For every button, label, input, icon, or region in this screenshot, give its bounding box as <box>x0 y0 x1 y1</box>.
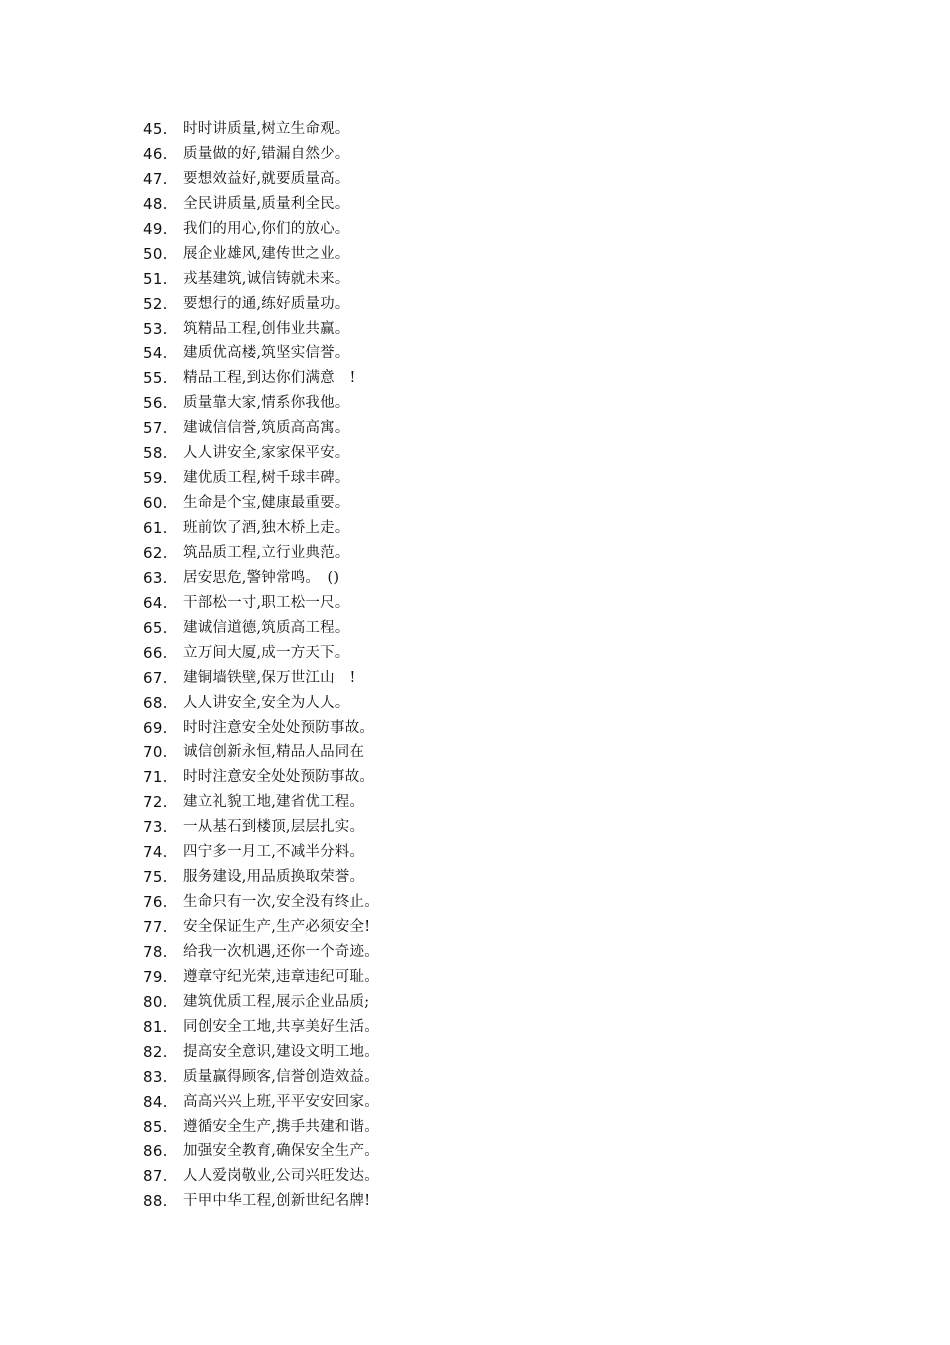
list-item <box>143 391 379 416</box>
list-item <box>143 466 379 491</box>
item-number: 71. <box>143 768 168 787</box>
list-item <box>143 641 379 666</box>
list-item <box>143 865 379 890</box>
list-item <box>143 591 379 616</box>
item-number: 48. <box>143 194 168 213</box>
item-text: 提高安全意识,建设文明工地。 <box>183 1043 379 1060</box>
item-text: 建筑优质工程,展示企业品质; <box>183 993 370 1010</box>
item-number: 78. <box>143 942 168 961</box>
item-text: 质量赢得顾客,信誉创造效益。 <box>183 1068 379 1085</box>
list-item <box>143 217 379 242</box>
item-number: 58. <box>143 444 168 463</box>
list-item <box>143 815 379 840</box>
list-item <box>143 716 379 741</box>
list-item <box>143 192 379 217</box>
item-number: 60. <box>143 494 168 513</box>
item-number: 80. <box>143 992 168 1011</box>
item-number: 85. <box>143 1117 168 1136</box>
item-text: 建立礼貌工地,建省优工程。 <box>183 794 365 811</box>
item-text: 干甲中华工程,创新世纪名牌! <box>183 1193 371 1210</box>
list-item <box>143 1040 379 1065</box>
list-item <box>143 142 379 167</box>
list-item <box>143 317 379 342</box>
list-item <box>143 1189 379 1214</box>
list-item <box>143 292 379 317</box>
item-number: 72. <box>143 793 168 812</box>
item-text: 要想效益好,就要质量高。 <box>183 170 350 187</box>
item-text: 筑品质工程,立行业典范。 <box>183 544 350 561</box>
item-text: 建铜墙铁壁,保万世江山 ! <box>183 669 356 686</box>
item-number: 45. <box>143 120 168 138</box>
item-text: 建优质工程,树千球丰碑。 <box>183 470 350 487</box>
list-item <box>143 267 379 292</box>
item-text: 时时注意安全处处预防事故。 <box>183 719 375 736</box>
item-text: 时时注意安全处处预防事故。 <box>183 769 375 786</box>
item-text: 我们的用心,你们的放心。 <box>183 220 350 237</box>
item-text: 筑精品工程,创伟业共赢。 <box>183 320 350 337</box>
list-item <box>143 1115 379 1140</box>
item-number: 82. <box>143 1042 168 1061</box>
list-item <box>143 890 379 915</box>
item-text: 人人爱岗敬业,公司兴旺发达。 <box>183 1168 379 1185</box>
item-number: 69. <box>143 718 168 737</box>
item-number: 77. <box>143 918 168 936</box>
item-text: 时时讲质量,树立生命观。 <box>183 121 350 137</box>
item-number: 57. <box>143 419 168 438</box>
item-number: 84. <box>143 1092 168 1111</box>
list-item <box>143 341 379 366</box>
item-text: 建诚信道德,筑质高工程。 <box>183 619 350 636</box>
item-number: 81. <box>143 1017 168 1036</box>
item-number: 86. <box>143 1142 168 1161</box>
list-item <box>143 441 379 466</box>
item-number: 88. <box>143 1192 168 1211</box>
item-number: 55. <box>143 369 168 388</box>
list-item <box>143 740 379 765</box>
item-number: 83. <box>143 1067 168 1086</box>
item-number: 87. <box>143 1167 168 1186</box>
item-number: 46. <box>143 144 168 163</box>
list-item <box>143 1164 379 1189</box>
item-text: 干部松一寸,职工松一尺。 <box>183 594 350 611</box>
item-text: 生命是个宝,健康最重要。 <box>183 495 350 512</box>
list-item <box>143 167 379 192</box>
item-text: 高高兴兴上班,平平安安回家。 <box>183 1093 379 1110</box>
item-number: 52. <box>143 294 168 313</box>
item-text: 人人讲安全,家家保平安。 <box>183 445 350 462</box>
list-item <box>143 117 379 142</box>
item-text: 诚信创新永恒,精品人品同在 <box>183 744 365 761</box>
item-text: 建诚信信誉,筑质高高寓。 <box>183 420 350 437</box>
item-number: 66. <box>143 643 168 662</box>
item-number: 63. <box>143 568 168 587</box>
list-item <box>143 566 379 591</box>
item-text: 安全保证生产,生产必须安全! <box>183 919 371 935</box>
item-number: 70. <box>143 743 168 762</box>
list-item <box>143 1090 379 1115</box>
item-number: 73. <box>143 818 168 837</box>
list-item <box>143 491 379 516</box>
item-text: 加强安全教育,确保安全生产。 <box>183 1143 379 1160</box>
item-number: 53. <box>143 319 168 338</box>
item-text: 同创安全工地,共享美好生活。 <box>183 1018 379 1035</box>
item-text: 四宁多一月工,不减半分料。 <box>183 844 365 861</box>
item-text: 遵循安全生产,携手共建和谐。 <box>183 1118 379 1135</box>
item-text: 班前饮了酒,独木桥上走。 <box>183 520 350 536</box>
item-number: 59. <box>143 469 168 488</box>
list-item <box>143 616 379 641</box>
item-number: 50. <box>143 244 168 263</box>
list-item <box>143 416 379 441</box>
item-number: 54. <box>143 344 168 363</box>
list-item <box>143 840 379 865</box>
list-item <box>143 516 379 541</box>
item-text: 质量靠大家,情系你我他。 <box>183 395 350 412</box>
item-number: 51. <box>143 269 168 288</box>
list-item <box>143 1139 379 1164</box>
list-item <box>143 940 379 965</box>
list-item <box>143 990 379 1015</box>
item-text: 戎基建筑,诚信铸就未来。 <box>183 270 350 287</box>
item-text: 人人讲安全,安全为人人。 <box>183 694 350 711</box>
item-number: 74. <box>143 843 168 862</box>
item-text: 服务建设,用品质换取荣誉。 <box>183 869 365 886</box>
list-item <box>143 965 379 990</box>
list-item <box>143 1065 379 1090</box>
list-item <box>143 790 379 815</box>
item-text: 生命只有一次,安全没有终止。 <box>183 894 379 911</box>
item-text: 展企业雄风,建传世之业。 <box>183 245 350 262</box>
item-text: 建质优高楼,筑坚实信誉。 <box>183 345 350 362</box>
item-text: 质量做的好,错漏自然少。 <box>183 145 350 162</box>
item-text: 全民讲质量,质量利全民。 <box>183 195 350 212</box>
item-number: 79. <box>143 967 168 986</box>
item-text: 精品工程,到达你们满意 ! <box>183 370 356 387</box>
list-item <box>143 765 379 790</box>
item-text: 居安思危,警钟常鸣。 () <box>183 569 340 586</box>
item-number: 75. <box>143 868 168 887</box>
item-text: 给我一次机遇,还你一个奇迹。 <box>183 943 379 960</box>
item-text: 要想行的通,练好质量功。 <box>183 295 350 312</box>
item-number: 76. <box>143 893 168 912</box>
list-item <box>143 691 379 716</box>
item-number: 67. <box>143 668 168 687</box>
list-item <box>143 666 379 691</box>
item-text: 一从基石到楼顶,层层扎实。 <box>183 819 365 836</box>
item-number: 56. <box>143 394 168 413</box>
item-number: 49. <box>143 219 168 238</box>
item-number: 62. <box>143 543 168 562</box>
item-text: 立万间大厦,成一方天下。 <box>183 644 350 661</box>
list-item <box>143 242 379 267</box>
item-number: 65. <box>143 618 168 637</box>
item-number: 64. <box>143 593 168 612</box>
list-item <box>143 366 379 391</box>
list-item <box>143 915 379 940</box>
item-number: 47. <box>143 169 168 188</box>
item-number: 68. <box>143 693 168 712</box>
slogan-list <box>143 117 379 1214</box>
list-item <box>143 541 379 566</box>
item-text: 遵章守纪光荣,违章违纪可耻。 <box>183 968 379 985</box>
item-number: 61. <box>143 519 168 537</box>
list-item <box>143 1015 379 1040</box>
